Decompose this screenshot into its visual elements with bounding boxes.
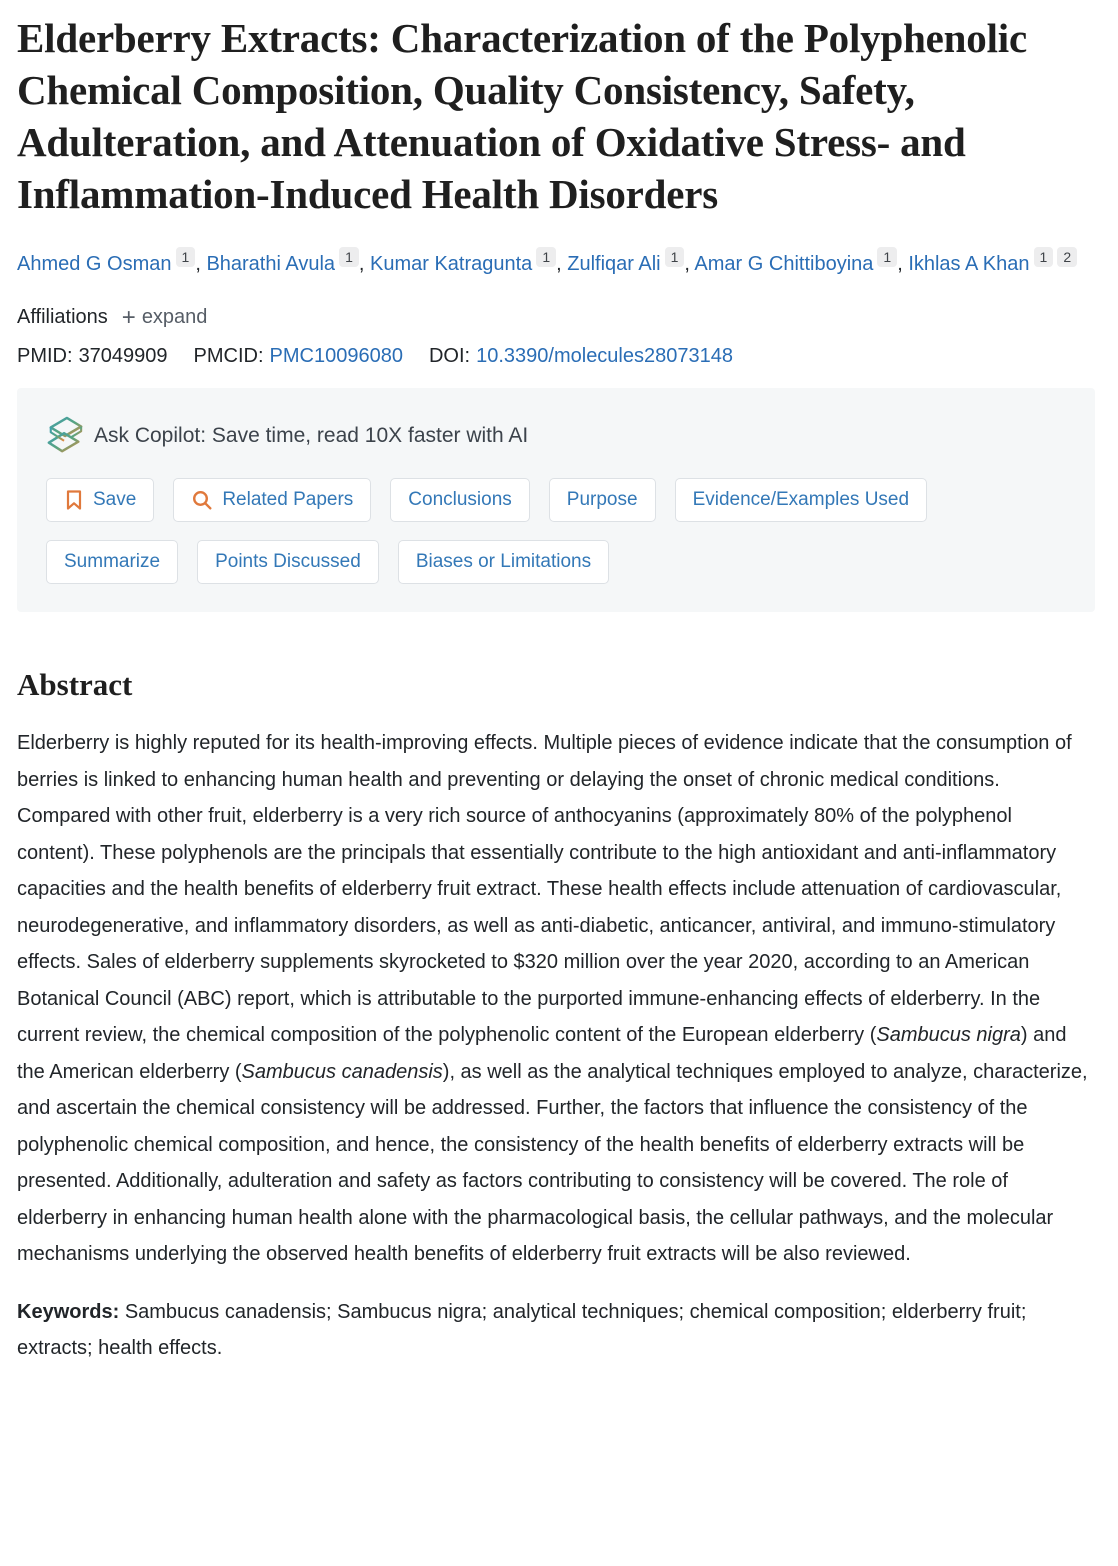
author-affiliation-badge: 1	[339, 247, 359, 267]
page-title: Elderberry Extracts: Characterization of the Polyphenolic Chemical Composition, Quality Consistency, Safety, Adulteration, and Attenuation of Oxidative Stress- and Inflammation-Induced Health Disorders	[17, 15, 1027, 217]
affiliations-row	[17, 303, 1095, 331]
copilot-panel	[17, 388, 1095, 612]
copilot-button-label: Biases or Limitations	[415, 551, 592, 572]
identifier-link[interactable]: 10.3390/molecules28073148	[476, 345, 733, 367]
keywords-label: Keywords:	[17, 1300, 120, 1323]
expand-label: expand	[141, 306, 208, 328]
keywords-text: Sambucus canadensis; Sambucus nigra; analytical techniques; chemical composition; elderberry fruit; extracts; health effects.	[17, 1300, 1027, 1359]
author-link[interactable]: Amar G Chittiboyina	[694, 253, 874, 275]
abstract-text	[17, 725, 1095, 1273]
copilot-button-label: Conclusions	[408, 489, 512, 510]
identifier-link[interactable]: PMC10096080	[269, 345, 403, 367]
author-affiliation-badge: 1	[1034, 247, 1054, 267]
abstract-segment: ) and the American elderberry (	[17, 1024, 1067, 1083]
copilot-button-points-discussed[interactable]	[197, 540, 379, 584]
author-link[interactable]: Ahmed G Osman	[17, 253, 172, 275]
author-link[interactable]: Kumar Katragunta	[369, 253, 533, 275]
search-icon	[191, 489, 213, 511]
identifier-item	[429, 345, 733, 368]
copilot-button-label: Points Discussed	[215, 551, 361, 572]
copilot-button-purpose[interactable]	[549, 478, 656, 522]
copilot-button-label: Evidence/Examples Used	[692, 489, 910, 510]
author-link[interactable]: Bharathi Avula	[206, 253, 336, 275]
identifier-label: PMCID:	[193, 345, 264, 367]
copilot-button-biases-or-limitations[interactable]	[398, 540, 609, 584]
author-separator: ,	[556, 253, 568, 275]
copilot-header	[46, 415, 1065, 457]
author-affiliation-badge: 2	[1057, 247, 1077, 267]
keywords-paragraph	[17, 1294, 1095, 1367]
author-separator: ,	[684, 253, 695, 275]
copilot-button-row	[46, 540, 1065, 584]
abstract-segment: ), as well as the analytical techniques employed to analyze, characterize, and ascertain the chemical consistency will be addressed. Further, the factors that influence the consistency of the polyphenolic chemical composition, and hence, the consistency of the health benefits of elderberry extracts will be presented. Additionally, adulteration and safety as factors contributing to consistency will be covered. The role of elderberry in enhancing human health alone with the pharmacological basis, the cellular pathways, and the molecular mechanisms underlying the observed health benefits of elderberry fruit extracts will be also reviewed.	[17, 1060, 1088, 1265]
author-separator: ,	[897, 253, 909, 275]
author-link[interactable]: Ikhlas A Khan	[908, 253, 1030, 275]
author-separator: ,	[358, 253, 370, 275]
copilot-button-label: Summarize	[64, 551, 161, 572]
plus-icon: +	[121, 303, 136, 331]
copilot-button-label: Purpose	[566, 489, 638, 510]
author-link[interactable]: Zulfiqar Ali	[567, 253, 661, 275]
abstract-italic-segment: Sambucus canadensis	[241, 1060, 443, 1083]
identifier-value: 37049909	[78, 345, 168, 367]
affiliations-expand-button[interactable]	[121, 303, 208, 331]
identifier-label: PMID:	[17, 345, 73, 367]
copilot-prompt-text: Ask Copilot: Save time, read 10X faster with AI	[94, 424, 529, 447]
identifier-row	[17, 345, 1095, 368]
author-affiliation-badge: 1	[665, 247, 685, 267]
author-affiliation-badge: 1	[536, 247, 556, 267]
copilot-button-conclusions[interactable]	[390, 478, 530, 522]
affiliations-label: Affiliations	[17, 306, 108, 328]
copilot-logo-icon	[46, 415, 84, 457]
bookmark-icon	[64, 489, 84, 511]
copilot-button-row	[46, 478, 1065, 522]
abstract-segment: Elderberry is highly reputed for its health-improving effects. Multiple pieces of evidence indicate that the consumption of berries is linked to enhancing human health and preventing or delaying the onset of chronic medical conditions. Compared with other fruit, elderberry is a very rich source of anthocyanins (approximately 80% of the polyphenol content). These polyphenols are the principals that essentially contribute to the high antioxidant and anti-inflammatory capacities and the health benefits of elderberry fruit extract. These health effects include attenuation of cardiovascular, neurodegenerative, and inflammatory disorders, as well as anti-diabetic, anticancer, antiviral, and immuno-stimulatory effects. Sales of elderberry supplements skyrocketed to $320 million over the year 2020, according to an American Botanical Council (ABC) report, which is attributable to the purported immune-enhancing effects of elderberry. In the current review, the chemical composition of the polyphenolic content of the European elderberry (	[17, 732, 1072, 1046]
copilot-button-evidence-examples-used[interactable]	[675, 478, 928, 522]
abstract-heading: Abstract	[17, 667, 133, 702]
identifier-label: DOI:	[428, 345, 471, 367]
copilot-button-label: Related Papers	[222, 489, 354, 510]
author-separator: ,	[195, 253, 207, 275]
copilot-button-label: Save	[93, 489, 137, 510]
abstract-italic-segment: Sambucus nigra	[876, 1024, 1021, 1046]
author-list	[17, 246, 1095, 282]
copilot-button-save[interactable]	[46, 478, 154, 522]
author-affiliation-badge: 1	[877, 247, 897, 267]
copilot-button-summarize[interactable]	[46, 540, 178, 584]
copilot-button-related-papers[interactable]	[173, 478, 371, 522]
author-affiliation-badge: 1	[176, 247, 196, 267]
identifier-item	[194, 345, 403, 368]
identifier-item	[17, 345, 168, 368]
